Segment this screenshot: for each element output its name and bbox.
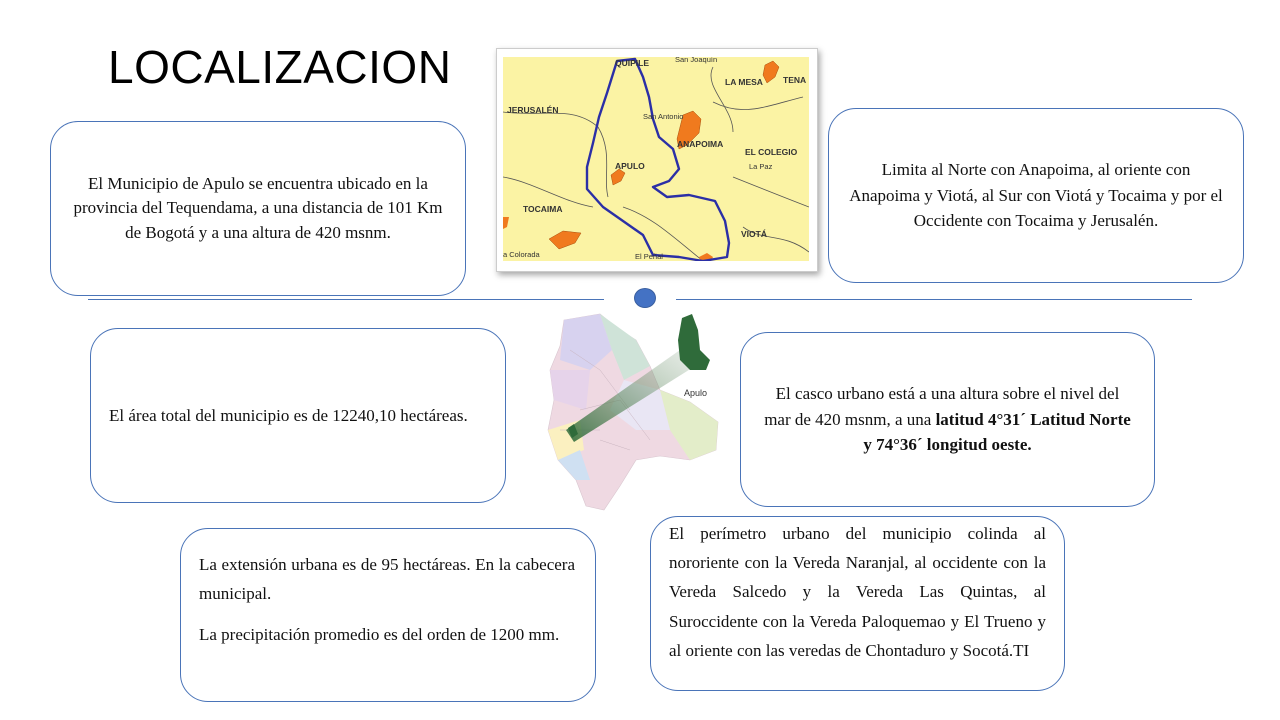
location-map-graphic: [503, 57, 809, 261]
urban-extension-text: La extensión urbana es de 95 hectáreas. En la cabecera municipal.: [199, 555, 575, 603]
map-label-la-colorada: a Colorada: [503, 250, 540, 259]
map-label-san-antonio: San Antonio: [643, 112, 684, 121]
coordinates-plain-text: El casco urbano está a una altura sobre el nivel del mar de 420 msnm, a una: [764, 384, 1120, 429]
location-map: [496, 48, 818, 272]
map-label-tocaima: TOCAIMA: [523, 204, 563, 214]
map-label-apulo: APULO: [615, 161, 645, 171]
map-label-tena: TENA: [783, 75, 807, 85]
region-label-apulo: Apulo: [684, 388, 708, 398]
map-label-quipile: QUIPILE: [615, 58, 650, 68]
map-label-jerusalen: JERUSALÉN: [507, 105, 559, 115]
info-box-urban-perimeter: [650, 516, 1065, 691]
info-box-area-text: El área total del municipio es de 12240,10 hectáreas.: [109, 405, 468, 425]
info-box-urban-extension: [180, 528, 596, 702]
info-box-area: [90, 328, 506, 503]
urban-perimeter-text: El perímetro urbano del municipio colinda al nororiente con la Vereda Naranjal, al occidente con la Vereda Salcedo y la Vereda Las Quintas, al Suroccidente con la Vereda Paloquemao y El Trueno y al oriente con las veredas de Chontaduro y Socotá.TI: [669, 524, 1046, 660]
info-box-location-text: El Municipio de Apulo se encuentra ubicado en la provincia del Tequendama, a una distancia de 101 Km de Bogotá y a una altura de 420 msnm.: [73, 173, 443, 242]
map-label-viota: VIOTÁ: [741, 229, 767, 239]
info-box-limits: [828, 108, 1244, 283]
map-label-el-colegio: EL COLEGIO: [745, 147, 798, 157]
divider-left: [88, 299, 604, 300]
info-box-location: [50, 121, 466, 296]
map-label-la-paz: La Paz: [749, 162, 773, 171]
region-apulo-enlarged: [678, 314, 710, 370]
map-label-san-joaquin: San Joaquín: [675, 57, 718, 64]
precipitation-text: La precipitación promedio es del orden de 1200 mm.: [199, 624, 560, 644]
divider-dot: [634, 288, 656, 308]
page-title: LOCALIZACION: [108, 41, 452, 93]
map-label-anapoima: ANAPOIMA: [677, 139, 724, 149]
info-box-limits-text: Limita al Norte con Anapoima, al oriente con Anapoima y Viotá, al Sur con Viotá y Tocaima y por el Occidente con Tocaima y Jerusalén.: [849, 160, 1223, 231]
region-map: [540, 310, 730, 515]
divider-right: [676, 299, 1192, 300]
info-box-coordinates: [740, 332, 1155, 507]
coordinates-bold-text: latitud 4°31´ Latitud Norte y 74°36´ longitud oeste.: [863, 409, 1131, 455]
info-box-coordinates-text: [761, 381, 1134, 458]
map-label-la-mesa: LA MESA: [725, 77, 763, 87]
map-label-el-penal: El Peñal: [635, 252, 663, 261]
